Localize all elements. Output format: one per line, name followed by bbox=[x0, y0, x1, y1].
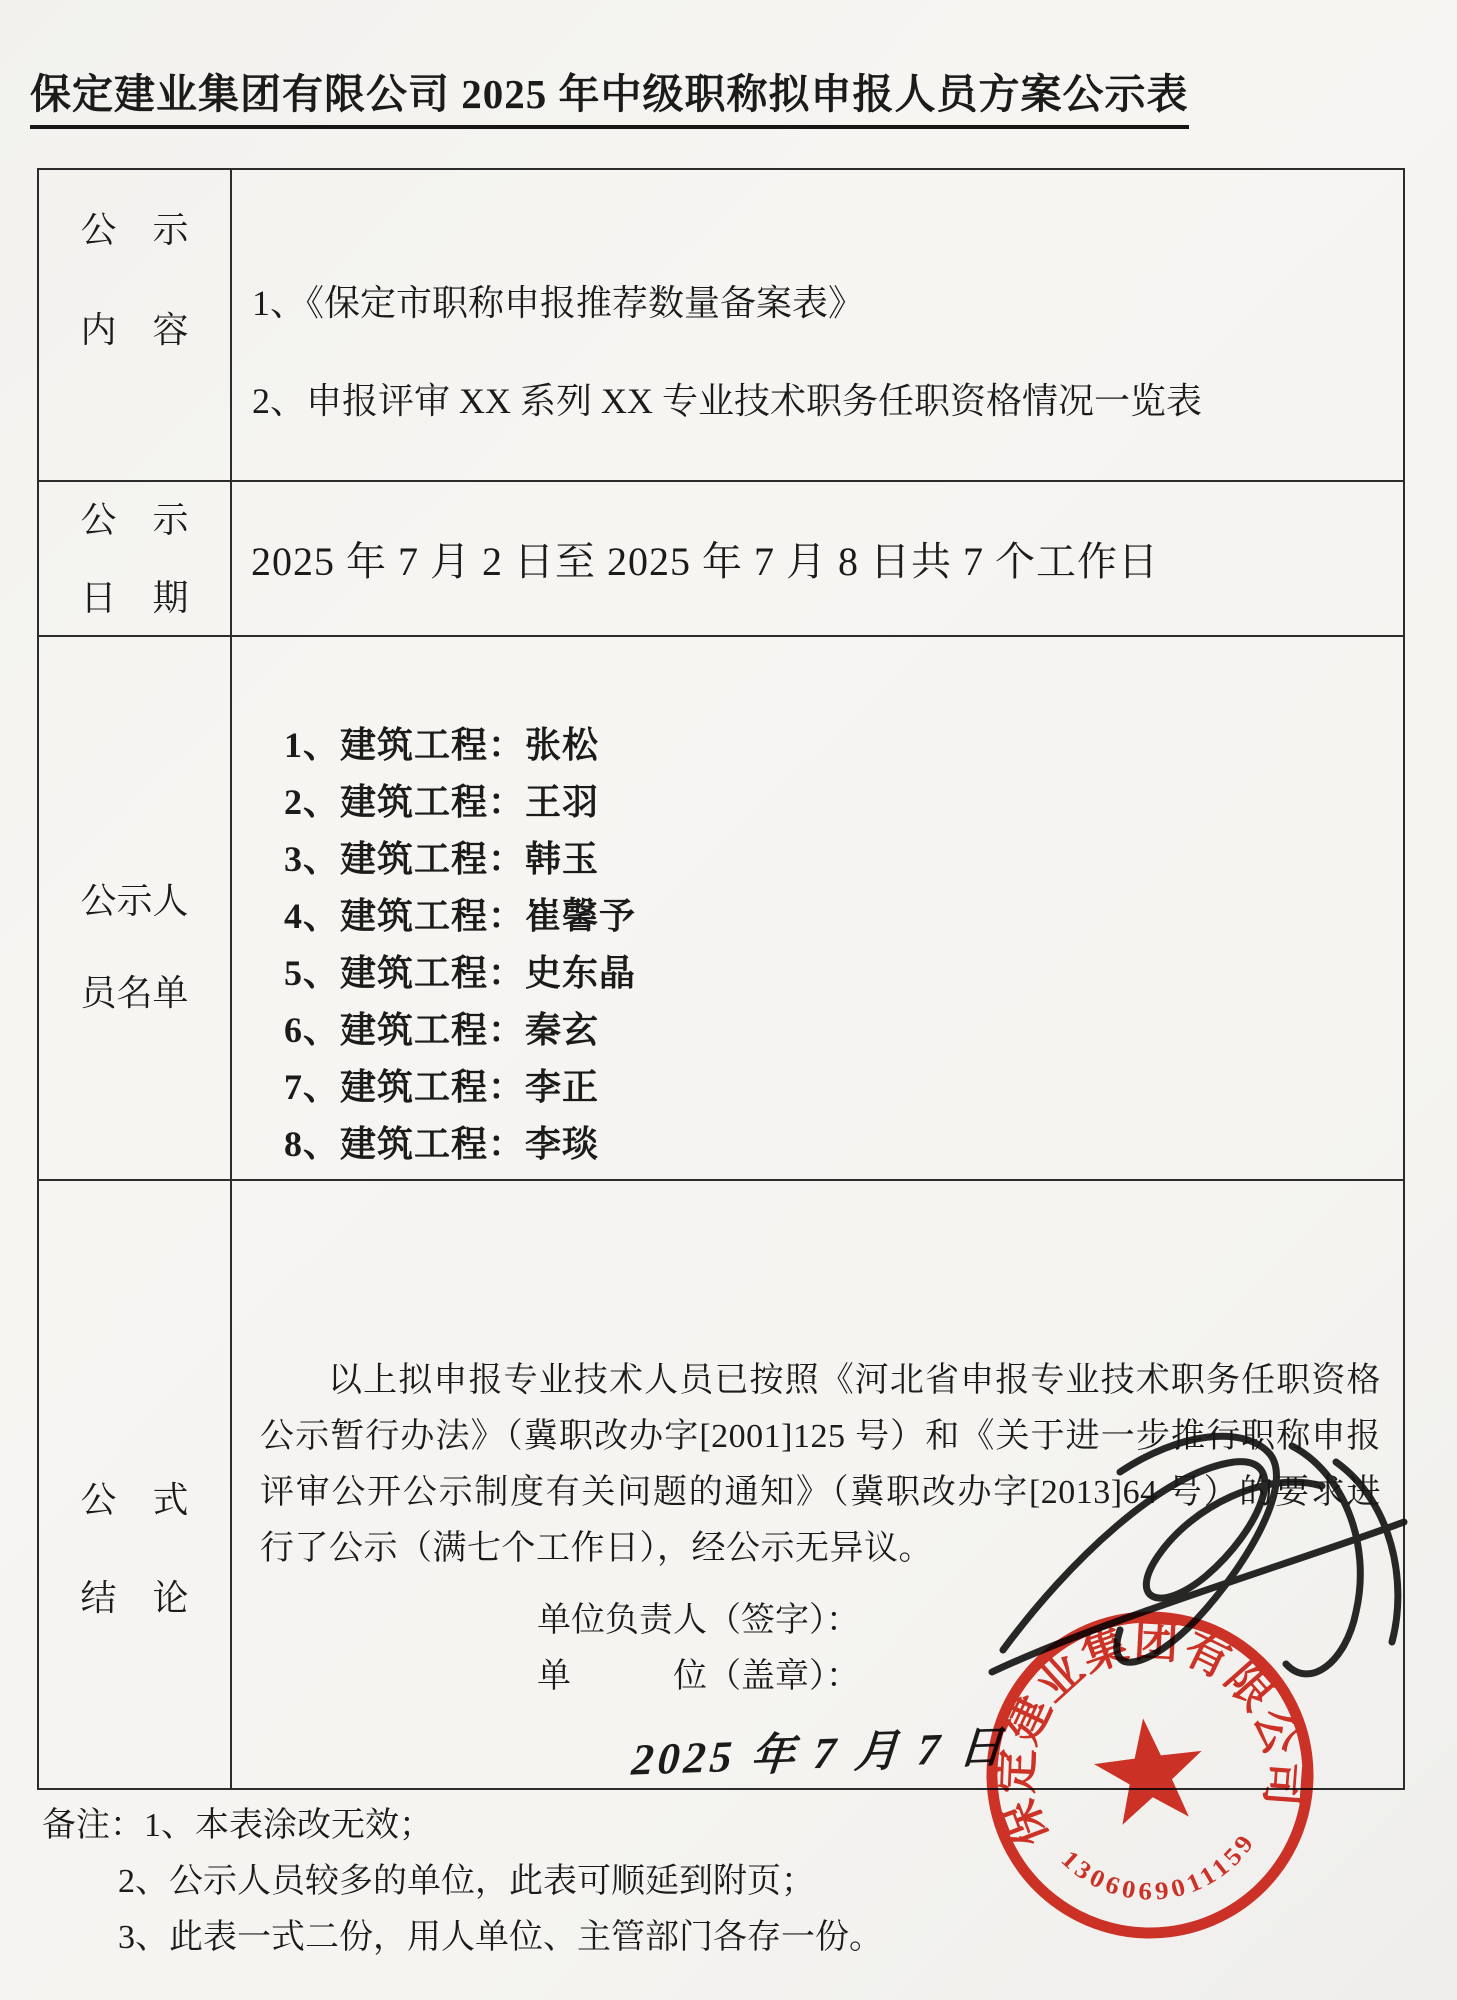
list-item: 3、建筑工程：韩玉 bbox=[284, 839, 600, 879]
footer-notes bbox=[42, 1798, 883, 1966]
content-item-1: 1、《保定市职称申报推荐数量备案表》 bbox=[252, 283, 865, 323]
page-title-text: 保定建业集团有限公司 2025 年中级职称拟申报人员方案公示表 bbox=[30, 71, 1189, 129]
handwritten-date: 2025 年 7 月 7 日 bbox=[630, 1722, 1009, 1785]
row-person-list bbox=[39, 635, 1403, 1179]
row-public-content bbox=[39, 170, 1403, 480]
cell-public-date bbox=[232, 482, 1403, 635]
list-item: 6、建筑工程：秦玄 bbox=[284, 1010, 600, 1050]
conclusion-block bbox=[232, 1181, 1403, 1785]
list-item: 2、建筑工程：王羽 bbox=[284, 782, 600, 822]
label-line: 公 式 bbox=[80, 1479, 189, 1520]
note-line-2: 2、公示人员较多的单位，此表可顺延到附页； bbox=[118, 1863, 815, 1900]
list-item: 5、建筑工程：史东晶 bbox=[284, 953, 637, 993]
label-line: 公 示 bbox=[80, 210, 189, 250]
stamp-number-textpath: 1306069011159 bbox=[1055, 1828, 1261, 1906]
note-line-3: 3、此表一式二份，用人单位、主管部门各存一份。 bbox=[118, 1919, 883, 1956]
cell-conclusion bbox=[232, 1181, 1403, 1788]
list-item: 7、建筑工程：李正 bbox=[284, 1067, 600, 1107]
label-conclusion bbox=[39, 1181, 232, 1788]
label-public-content bbox=[39, 170, 232, 480]
public-content-lines bbox=[232, 170, 1403, 422]
note-line-1: 备注：1、本表涂改无效； bbox=[42, 1807, 433, 1844]
label-line: 内 容 bbox=[80, 310, 189, 350]
cell-public-content bbox=[232, 170, 1403, 480]
label-line: 公 示 bbox=[80, 499, 189, 540]
public-date-text: 2025 年 7 月 2 日至 2025 年 7 月 8 日共 7 个工作日 bbox=[251, 539, 1159, 584]
notice-table bbox=[37, 168, 1405, 1790]
row-public-date bbox=[39, 480, 1403, 635]
row-conclusion bbox=[39, 1179, 1403, 1788]
label-line: 员名单 bbox=[80, 973, 189, 1013]
sign-label: 单位负责人（签字）： bbox=[537, 1602, 860, 1639]
cell-person-list bbox=[232, 637, 1403, 1179]
label-line: 日 期 bbox=[80, 577, 189, 618]
list-item: 8、建筑工程：李琰 bbox=[284, 1124, 600, 1164]
stamp-number-text bbox=[1054, 1823, 1268, 1917]
label-person-list bbox=[39, 637, 232, 1179]
list-item: 4、建筑工程：崔馨予 bbox=[284, 896, 637, 936]
label-line: 公示人 bbox=[80, 881, 189, 921]
list-item: 1、建筑工程：张松 bbox=[284, 725, 600, 765]
conclusion-paragraph: 以上拟申报专业技术人员已按照《河北省申报专业技术职务任职资格公示暂行办法》（冀职改办字[2001]125 号）和《关于进一步推行职称申报评审公开公示制度有关问题的通知》（冀职改办字[2013]64 号）的要求进行了公示（满七个工作日），经公示无异议。 bbox=[260, 1362, 1381, 1567]
label-public-date bbox=[39, 482, 232, 635]
page-title bbox=[30, 61, 1189, 120]
content-item-2: 2、申报评审 XX 系列 XX 专业技术职务任职资格情况一览表 bbox=[252, 381, 1202, 421]
stamp-company-textpath: 保定建业集团有限公司 bbox=[991, 1616, 1310, 1853]
seal-label: 单 位（盖章）： bbox=[537, 1658, 860, 1695]
label-line: 结 论 bbox=[80, 1577, 189, 1618]
person-list bbox=[232, 637, 1403, 1173]
